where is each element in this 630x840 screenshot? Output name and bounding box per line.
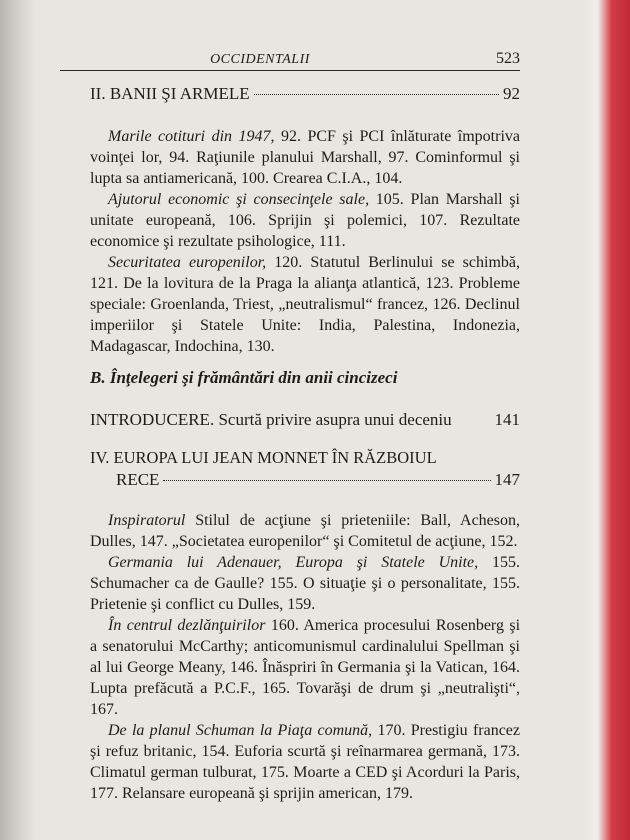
book-binding-shadow <box>0 0 34 840</box>
chapter-4-title-line-2 <box>90 470 520 490</box>
subsection-items: 105. Plan Marshall şi unitate europeană, 106. Sprijin şi polemici, 107. Rezultate economice şi rezultate psihologice, 111. <box>90 191 520 250</box>
subsection-items: 155. Schumacher ca de Gaulle? 155. O situaţie şi o personalitate, 155. Prietenie şi conflict cu Dulles, 159. <box>90 554 521 613</box>
leader-dots <box>163 480 490 481</box>
chapter-2-contents <box>90 126 520 357</box>
chapter-4-contents <box>90 510 520 804</box>
introduction-title: INTRODUCERE. Scurtă privire asupra unui deceniu <box>90 410 452 429</box>
toc-paragraph <box>90 615 520 720</box>
subsection-title: Ajutorul economic şi consecinţele sale, <box>108 191 370 208</box>
toc-entry-chapter-2 <box>90 84 520 104</box>
toc-paragraph <box>90 510 520 552</box>
book-page <box>60 40 520 840</box>
subsection-title: Germania lui Adenauer, Europa şi Statele Unite, <box>108 554 479 571</box>
subsection-items: 160. America procesului Rosenberg şi a senatorului McCarthy; anticomunismul cardinalului Spellman şi al lui George Meany, 146. Înăspriri în Germania şi la Vatican, 164. Lupta prefăcută a P.C.F., 165. Tovarăşi de drum şi „neutralişti“, 167. <box>90 617 521 718</box>
subsection-title: Inspiratorul <box>108 512 186 529</box>
subsection-title: Securitatea europenilor, <box>108 254 267 271</box>
chapter-4-page: 147 <box>494 470 520 489</box>
toc-paragraph <box>90 552 520 615</box>
subsection-title: În centrul dezlănţuirilor <box>108 617 266 634</box>
chapter-4-title-line-1: IV. EUROPA LUI JEAN MONNET ÎN RĂZBOIUL <box>90 448 437 467</box>
toc-paragraph <box>90 720 520 804</box>
subsection-items: 120. Statutul Berlinului se schimbă, 121. De la lovitura de la Praga la alianţa atlantică, 123. Probleme speciale: Groenlanda, Triest, „neutralismul“ francez, 126. Declinul imperiilor şi Statele Unite: India, Palestina, Indonezia, Madagascar, Indochina, 130. <box>90 254 521 355</box>
subsection-items: 92. PCF şi PCI înlăturate împotriva voinţei lor, 94. Raţiunile planului Marshall, 97. Cominformul şi lupta sa antiamericană, 100. Crearea C.I.A., 104. <box>90 128 520 187</box>
running-head: OCCIDENTALII <box>210 52 310 67</box>
toc-paragraph <box>90 126 520 189</box>
book-cover-edge <box>584 0 630 840</box>
chapter-4-title-end: RECE <box>116 470 160 489</box>
leader-dots <box>254 94 499 95</box>
section-b-title: B. Înţelegeri şi frământări din anii cincizeci <box>90 368 398 387</box>
chapter-2-page: 92 <box>503 84 520 103</box>
subsection-items: Stilul de acţiune şi prieteniile: Ball, Acheson, Dulles, 147. „Societatea europenilor“ şi Comitetul de acţiune, 152. <box>90 512 520 550</box>
page-number: 523 <box>496 50 520 67</box>
subsection-title: De la planul Schuman la Piaţa comună, <box>108 722 373 739</box>
toc-entry-introduction <box>90 410 520 430</box>
page-header <box>60 40 520 71</box>
subsection-title: Marile cotituri din 1947, <box>108 128 275 145</box>
introduction-page: 141 <box>494 410 520 429</box>
subsection-items: 170. Prestigiu francez şi refuz britanic, 154. Euforia scurtă şi reînarmarea germană, 173. Climatul german tulburat, 175. Moarte a CED şi Acorduri la Paris, 177. Relansare europeană şi sprijin american, 179. <box>90 722 521 802</box>
toc-paragraph <box>90 252 520 357</box>
toc-entry-chapter-4 <box>90 448 520 490</box>
chapter-2-title: II. BANII ŞI ARMELE <box>90 84 250 103</box>
toc-paragraph <box>90 189 520 252</box>
